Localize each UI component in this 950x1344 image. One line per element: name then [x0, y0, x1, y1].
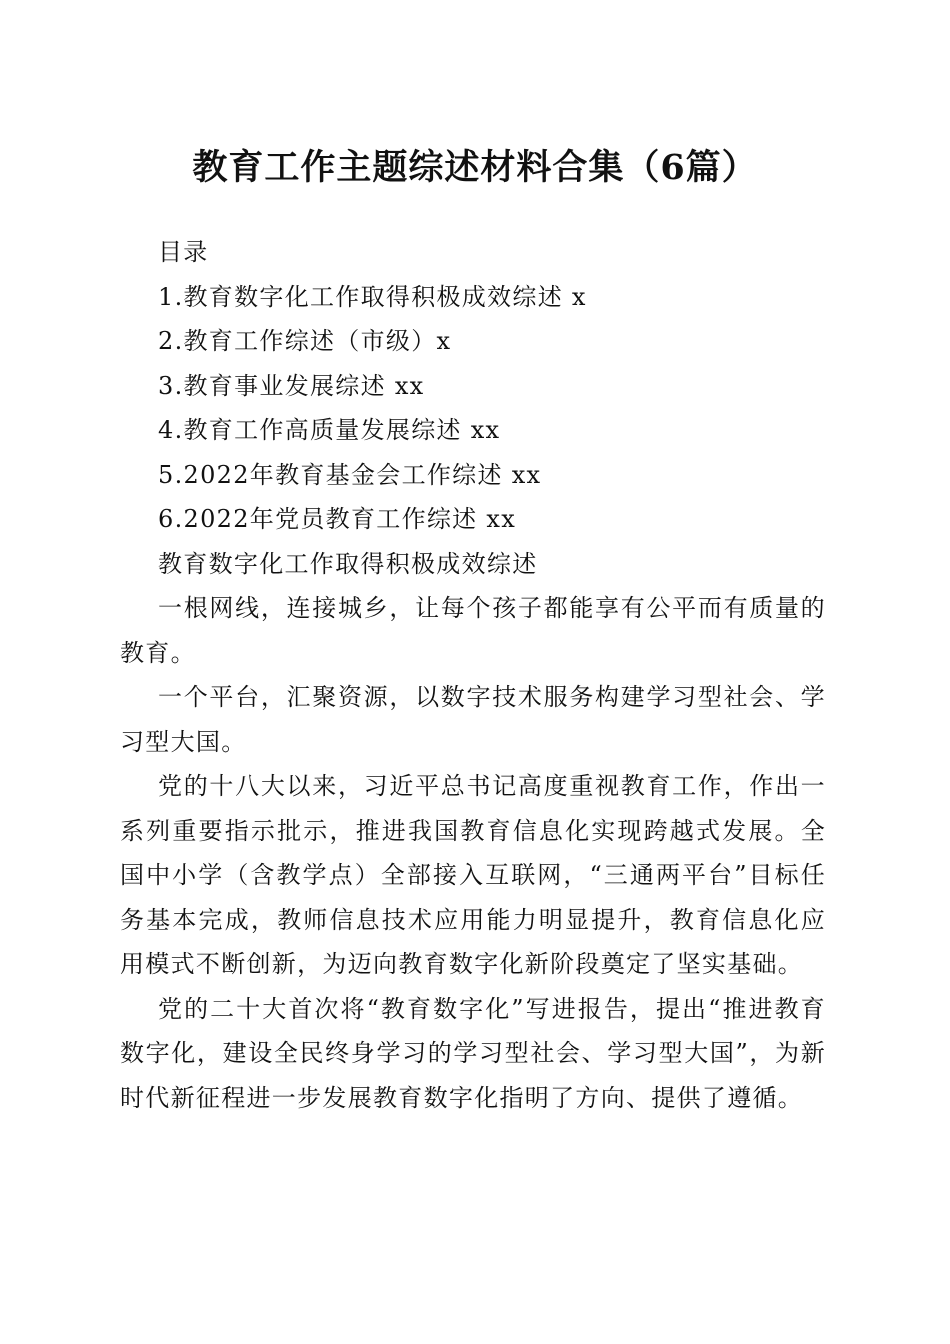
document-body: [120, 230, 826, 1120]
toc-item: 4.教育工作高质量发展综述 xx: [158, 416, 501, 444]
toc-heading: 目录: [158, 238, 209, 266]
toc-item: 5.2022年教育基金会工作综述 xx: [158, 460, 542, 489]
body-paragraph: 党的十八大以来，习近平总书记高度重视教育工作，作出一系列重要指示批示，推进我国教育信息化实现跨越式发展。全国中小学（含教学点）全部接入互联网，“三通两平台”目标任务基本完成，教师信息技术应用能力明显提升，教育信息化应用模式不断创新，为迈向教育数字化新阶段奠定了坚实基础。: [120, 772, 826, 978]
body-paragraph: 一根网线，连接城乡，让每个孩子都能享有公平而有质量的教育。: [120, 594, 826, 667]
toc-item: 1.教育数字化工作取得积极成效综述 x: [158, 282, 587, 311]
toc-item: 3.教育事业发展综述 xx: [158, 371, 425, 400]
section-title: 教育数字化工作取得积极成效综述: [158, 549, 538, 578]
toc-item: 6.2022年党员教育工作综述 xx: [158, 505, 517, 533]
body-paragraph: 党的二十大首次将“教育数字化”写进报告，提出“推进教育数字化，建设全民终身学习的学习型社会、学习型大国”，为新时代新征程进一步发展教育数字化指明了方向、提供了遵循。: [120, 994, 826, 1112]
document-title: 教育工作主题综述材料合集（6篇）: [192, 147, 758, 188]
body-paragraph: 一个平台，汇聚资源，以数字技术服务构建学习型社会、学习型大国。: [120, 683, 826, 756]
toc-item: 2.教育工作综述（市级）x: [158, 327, 452, 355]
